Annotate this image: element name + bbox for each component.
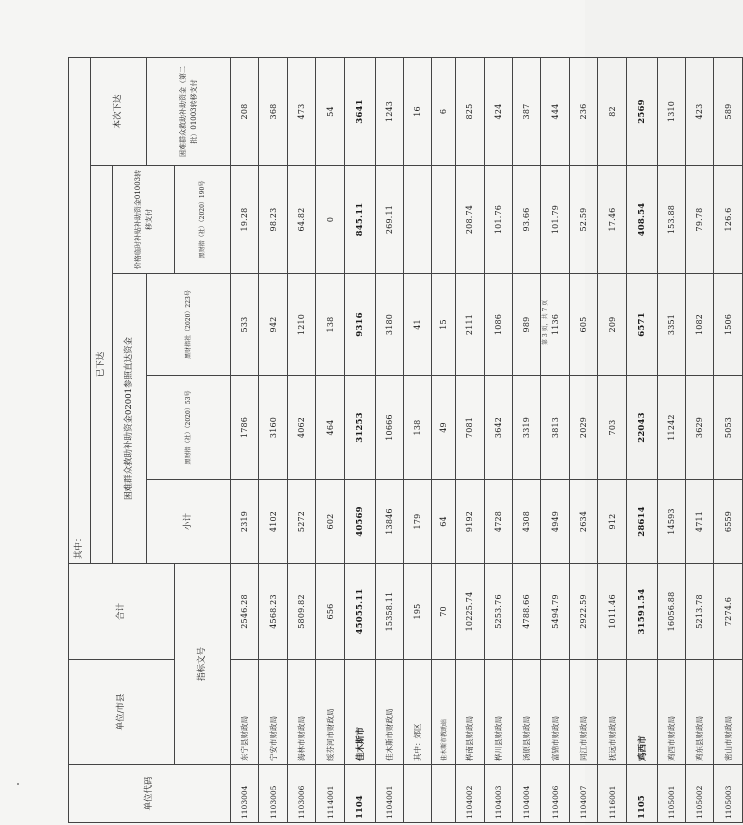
header-unit-name: 单位/市县 (69, 660, 175, 765)
header-fund-c: 困难群众救助补助资金（第二批）01003转移支付 (147, 58, 231, 166)
cell-fund-a2: 1086 (484, 274, 512, 376)
table-row (344, 58, 375, 823)
cell-total: 5809.82 (287, 564, 315, 660)
table-row (375, 58, 403, 823)
table-row (231, 58, 259, 823)
table-row (513, 58, 541, 823)
cell-fund-a2: 942 (259, 274, 287, 376)
header-indicator-doc: 指标文号 (175, 564, 231, 765)
cell-subtotal: 2634 (569, 480, 597, 564)
cell-subtotal: 28614 (626, 480, 657, 564)
table-row (598, 58, 626, 823)
header-subtotal: 小计 (147, 480, 231, 564)
table-row (432, 58, 456, 823)
cell-unit-code: 1103004 (231, 765, 259, 823)
cell-unit-code: 1104 (344, 765, 375, 823)
cell-fund-b1: 126.6 (714, 166, 743, 274)
cell-current-issue: 444 (541, 58, 569, 166)
cell-total: 5494.79 (541, 564, 569, 660)
cell-fund-a1: 3160 (259, 376, 287, 480)
cell-current-issue: 16 (404, 58, 432, 166)
cell-total: 195 (404, 564, 432, 660)
cell-fund-a1: 10666 (375, 376, 403, 480)
cell-unit-code: 1104002 (456, 765, 484, 823)
table-row (714, 58, 743, 823)
rotated-table-container (68, 58, 743, 823)
cell-fund-a2: 41 (404, 274, 432, 376)
cell-unit-code (432, 765, 456, 823)
cell-fund-a2: 1082 (686, 274, 714, 376)
cell-fund-b1: 0 (316, 166, 344, 274)
cell-subtotal: 5272 (287, 480, 315, 564)
cell-fund-b1: 52.59 (569, 166, 597, 274)
cell-unit-name: 宁安市财政局 (259, 660, 287, 765)
header-unit-code: 单位代码 (69, 765, 231, 823)
table-row (287, 58, 315, 823)
table-row (541, 58, 569, 823)
cell-unit-name: 海林市财政局 (287, 660, 315, 765)
cell-fund-a1: 49 (432, 376, 456, 480)
cell-unit-name: 绥芬河市财政局 (316, 660, 344, 765)
cell-total: 2546.28 (231, 564, 259, 660)
cell-unit-code: 1103005 (259, 765, 287, 823)
cell-subtotal: 64 (432, 480, 456, 564)
cell-unit-code: 1104001 (375, 765, 403, 823)
cell-total: 31591.54 (626, 564, 657, 660)
cell-fund-a2: 6571 (626, 274, 657, 376)
header-issued: 已下达 (91, 166, 113, 564)
cell-fund-a1: 703 (598, 376, 626, 480)
cell-fund-a1: 7081 (456, 376, 484, 480)
cell-fund-a2: 3351 (657, 274, 685, 376)
cell-fund-a1: 5053 (714, 376, 743, 480)
header-of-which: 其中： (69, 58, 91, 564)
cell-subtotal: 4308 (513, 480, 541, 564)
cell-fund-a1: 3629 (686, 376, 714, 480)
cell-unit-code: 1104006 (541, 765, 569, 823)
cell-unit-code: 1103006 (287, 765, 315, 823)
cell-unit-code: 1116001 (598, 765, 626, 823)
cell-unit-name: 鸡东县财政局 (686, 660, 714, 765)
cell-current-issue: 387 (513, 58, 541, 166)
table-row (456, 58, 484, 823)
table-row (569, 58, 597, 823)
cell-total: 5253.76 (484, 564, 512, 660)
header-fund-b: 价格临时补贴补助资金01003转移支付 (113, 166, 175, 274)
table-row (657, 58, 685, 823)
table-row (259, 58, 287, 823)
cell-total: 5213.78 (686, 564, 714, 660)
cell-fund-a2: 1506 (714, 274, 743, 376)
cell-current-issue: 208 (231, 58, 259, 166)
cell-current-issue: 1310 (657, 58, 685, 166)
cell-fund-b1: 93.66 (513, 166, 541, 274)
table-row (404, 58, 432, 823)
cell-fund-a2: 2111 (456, 274, 484, 376)
table-row (316, 58, 344, 823)
cell-fund-b1: 19.28 (231, 166, 259, 274)
cell-current-issue: 424 (484, 58, 512, 166)
cell-total: 656 (316, 564, 344, 660)
cell-unit-name: 佳木斯市 (344, 660, 375, 765)
page-number: 第 3 页，共 7 页 (542, 299, 549, 345)
cell-fund-a2: 1136 (541, 274, 569, 376)
cell-fund-a2: 605 (569, 274, 597, 376)
cell-unit-code: 1104003 (484, 765, 512, 823)
fund-allocation-table (68, 57, 743, 823)
cell-fund-b1 (404, 166, 432, 274)
cell-fund-b1: 153.88 (657, 166, 685, 274)
cell-fund-b1: 98.23 (259, 166, 287, 274)
scan-speck (17, 783, 19, 785)
cell-fund-a2: 1210 (287, 274, 315, 376)
cell-current-issue: 825 (456, 58, 484, 166)
cell-fund-a1: 11242 (657, 376, 685, 480)
cell-subtotal: 9192 (456, 480, 484, 564)
cell-subtotal: 13846 (375, 480, 403, 564)
cell-unit-name: 富锦市财政局 (541, 660, 569, 765)
cell-total: 4788.66 (513, 564, 541, 660)
cell-current-issue: 2569 (626, 58, 657, 166)
cell-unit-name: 东宁县财政局 (231, 660, 259, 765)
header-doc-b1: 黑财指（社）（2020）190号 (175, 166, 231, 274)
cell-fund-a1: 3813 (541, 376, 569, 480)
cell-unit-name: 其中：郊区 (404, 660, 432, 765)
cell-subtotal: 2319 (231, 480, 259, 564)
cell-fund-a1: 464 (316, 376, 344, 480)
header-current-issue: 本次下达 (91, 58, 147, 166)
cell-unit-name: 密山市财政局 (714, 660, 743, 765)
cell-total: 70 (432, 564, 456, 660)
cell-current-issue: 368 (259, 58, 287, 166)
cell-unit-code: 1105003 (714, 765, 743, 823)
cell-total: 7274.6 (714, 564, 743, 660)
cell-total: 10225.74 (456, 564, 484, 660)
cell-fund-b1: 101.79 (541, 166, 569, 274)
cell-total: 16056.88 (657, 564, 685, 660)
cell-subtotal: 14593 (657, 480, 685, 564)
cell-current-issue: 82 (598, 58, 626, 166)
cell-fund-b1: 845.11 (344, 166, 375, 274)
cell-fund-b1 (432, 166, 456, 274)
header-fund-a: 困难群众救助补助资金02001参照直达资金 (113, 274, 147, 564)
cell-fund-a2: 533 (231, 274, 259, 376)
cell-fund-a1: 2029 (569, 376, 597, 480)
cell-unit-name: 佳木斯市财政局 (375, 660, 403, 765)
cell-unit-code: 1114001 (316, 765, 344, 823)
cell-unit-code: 1105 (626, 765, 657, 823)
cell-fund-a1: 4062 (287, 376, 315, 480)
header-total: 合计 (69, 564, 175, 660)
cell-fund-a1: 138 (404, 376, 432, 480)
header-doc-a1: 黑财指（社）（2020）53号 (147, 376, 231, 480)
cell-fund-b1: 17.46 (598, 166, 626, 274)
cell-fund-a1: 3642 (484, 376, 512, 480)
cell-unit-code: 1104004 (513, 765, 541, 823)
cell-current-issue: 6 (432, 58, 456, 166)
cell-subtotal: 602 (316, 480, 344, 564)
cell-subtotal: 6559 (714, 480, 743, 564)
cell-current-issue: 3641 (344, 58, 375, 166)
cell-unit-name: 桦川县财政局 (484, 660, 512, 765)
cell-fund-a1: 31253 (344, 376, 375, 480)
table-row (626, 58, 657, 823)
cell-current-issue: 423 (686, 58, 714, 166)
cell-current-issue: 473 (287, 58, 315, 166)
cell-fund-a2: 209 (598, 274, 626, 376)
header-doc-a2: 黑财指社（2020）223号 (147, 274, 231, 376)
cell-fund-b1: 269.11 (375, 166, 403, 274)
cell-subtotal: 912 (598, 480, 626, 564)
cell-current-issue: 589 (714, 58, 743, 166)
table-row (686, 58, 714, 823)
cell-fund-a1: 22043 (626, 376, 657, 480)
cell-unit-name: 汤原县财政局 (513, 660, 541, 765)
table-row (484, 58, 512, 823)
cell-unit-code: 1105002 (686, 765, 714, 823)
cell-fund-b1: 208.74 (456, 166, 484, 274)
cell-fund-a2: 3180 (375, 274, 403, 376)
cell-current-issue: 1243 (375, 58, 403, 166)
cell-total: 45055.11 (344, 564, 375, 660)
cell-total: 4568.23 (259, 564, 287, 660)
cell-fund-b1: 408.54 (626, 166, 657, 274)
cell-fund-b1: 79.78 (686, 166, 714, 274)
cell-subtotal: 4711 (686, 480, 714, 564)
cell-fund-b1: 101.76 (484, 166, 512, 274)
cell-unit-name: 桦南县财政局 (456, 660, 484, 765)
cell-subtotal: 179 (404, 480, 432, 564)
cell-subtotal: 40569 (344, 480, 375, 564)
cell-unit-name: 鸡西市财政局 (657, 660, 685, 765)
cell-fund-a2: 989 (513, 274, 541, 376)
cell-subtotal: 4728 (484, 480, 512, 564)
cell-current-issue: 54 (316, 58, 344, 166)
cell-fund-a1: 3319 (513, 376, 541, 480)
cell-fund-b1: 64.82 (287, 166, 315, 274)
cell-subtotal: 4949 (541, 480, 569, 564)
cell-unit-code (404, 765, 432, 823)
cell-unit-code: 1104007 (569, 765, 597, 823)
cell-unit-name: 鸡西市 (626, 660, 657, 765)
cell-total: 15358.11 (375, 564, 403, 660)
cell-subtotal: 4102 (259, 480, 287, 564)
cell-total: 1011.46 (598, 564, 626, 660)
cell-fund-a2: 138 (316, 274, 344, 376)
cell-fund-a2: 9316 (344, 274, 375, 376)
cell-total: 2922.59 (569, 564, 597, 660)
cell-current-issue: 236 (569, 58, 597, 166)
cell-unit-name: 佳木斯市教助站 (432, 660, 456, 765)
cell-unit-code: 1105001 (657, 765, 685, 823)
cell-unit-name: 抚远市财政局 (598, 660, 626, 765)
cell-fund-a1: 1786 (231, 376, 259, 480)
cell-unit-name: 同江市财政局 (569, 660, 597, 765)
cell-fund-a2: 15 (432, 274, 456, 376)
